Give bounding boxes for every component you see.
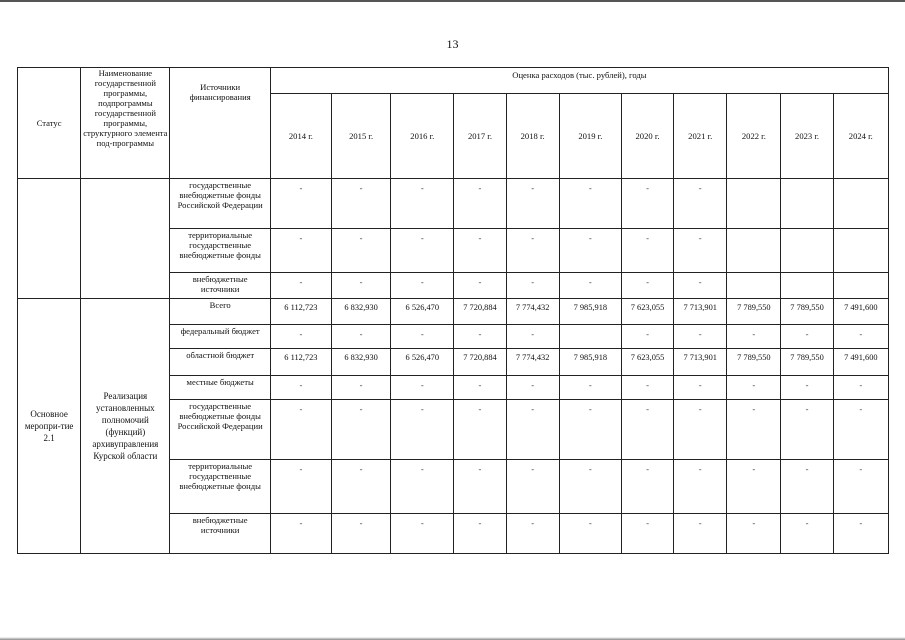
value-cell: - bbox=[270, 514, 331, 554]
value-cell: 6 832,930 bbox=[332, 299, 391, 325]
value-cell: - bbox=[391, 400, 454, 460]
header-status: Статус bbox=[18, 68, 81, 179]
value-cell bbox=[727, 179, 781, 229]
empty-name-cell bbox=[81, 179, 170, 299]
header-year: 2022 г. bbox=[727, 94, 781, 179]
value-cell: 7 491,600 bbox=[833, 349, 888, 376]
value-cell: - bbox=[781, 325, 833, 349]
value-cell bbox=[781, 179, 833, 229]
value-cell: - bbox=[621, 460, 673, 514]
header-year: 2023 г. bbox=[781, 94, 833, 179]
value-cell: - bbox=[559, 514, 621, 554]
value-cell: - bbox=[674, 460, 727, 514]
value-cell: - bbox=[391, 325, 454, 349]
value-cell: - bbox=[391, 273, 454, 299]
scan-top-edge bbox=[0, 0, 905, 2]
measure-status: Основное меропри-тие 2.1 bbox=[18, 299, 81, 554]
value-cell: - bbox=[332, 376, 391, 400]
value-cell: - bbox=[506, 179, 559, 229]
value-cell: - bbox=[559, 273, 621, 299]
value-cell: - bbox=[727, 376, 781, 400]
page-number: 13 bbox=[446, 37, 459, 51]
value-cell: - bbox=[454, 460, 506, 514]
value-cell: - bbox=[391, 514, 454, 554]
value-cell: 7 985,918 bbox=[559, 299, 621, 325]
value-cell: 7 789,550 bbox=[727, 349, 781, 376]
value-cell: - bbox=[506, 400, 559, 460]
header-year: 2019 г. bbox=[559, 94, 621, 179]
value-cell: - bbox=[559, 376, 621, 400]
value-cell: - bbox=[727, 460, 781, 514]
value-cell bbox=[781, 229, 833, 273]
value-cell: - bbox=[674, 179, 727, 229]
source-cell: внебюджетные источники bbox=[170, 514, 270, 554]
header-row bbox=[18, 68, 889, 94]
value-cell bbox=[559, 325, 621, 349]
source-cell: федеральный бюджет bbox=[170, 325, 270, 349]
value-cell: - bbox=[391, 460, 454, 514]
value-cell: - bbox=[454, 179, 506, 229]
source-cell: территориальные государственные внебюджетные фонды bbox=[170, 460, 270, 514]
value-cell: - bbox=[781, 460, 833, 514]
value-cell: - bbox=[781, 376, 833, 400]
value-cell: 6 526,470 bbox=[391, 349, 454, 376]
value-cell: - bbox=[674, 273, 727, 299]
value-cell bbox=[727, 229, 781, 273]
value-cell: 7 623,055 bbox=[621, 299, 673, 325]
source-cell: внебюджетные источники bbox=[170, 273, 270, 299]
header-year: 2021 г. bbox=[674, 94, 727, 179]
value-cell: - bbox=[454, 325, 506, 349]
value-cell: - bbox=[674, 400, 727, 460]
value-cell: - bbox=[621, 325, 673, 349]
value-cell: - bbox=[674, 325, 727, 349]
header-year: 2016 г. bbox=[391, 94, 454, 179]
header-year: 2024 г. bbox=[833, 94, 888, 179]
header-year: 2018 г. bbox=[506, 94, 559, 179]
measure-name: Реализация установленных полномочий (функций) архивуправления Курской области bbox=[81, 299, 170, 554]
value-cell: - bbox=[621, 376, 673, 400]
value-cell: - bbox=[559, 229, 621, 273]
value-cell: - bbox=[454, 514, 506, 554]
value-cell: - bbox=[506, 376, 559, 400]
value-cell: - bbox=[727, 514, 781, 554]
source-cell: областной бюджет bbox=[170, 349, 270, 376]
value-cell: 7 713,901 bbox=[674, 349, 727, 376]
header-program-name: Наименование государственной программы, подпрограммы государственной программы, структурного элемента под-программы bbox=[81, 68, 170, 179]
value-cell: - bbox=[270, 460, 331, 514]
header-sources: Источники финансирования bbox=[170, 68, 270, 179]
value-cell: - bbox=[332, 400, 391, 460]
value-cell: - bbox=[391, 179, 454, 229]
value-cell: - bbox=[454, 229, 506, 273]
value-cell: 7 774,432 bbox=[506, 349, 559, 376]
value-cell: - bbox=[833, 325, 888, 349]
value-cell: 6 832,930 bbox=[332, 349, 391, 376]
table-row bbox=[18, 299, 889, 325]
value-cell: 7 720,884 bbox=[454, 299, 506, 325]
value-cell: - bbox=[621, 229, 673, 273]
value-cell: - bbox=[332, 514, 391, 554]
value-cell: - bbox=[332, 229, 391, 273]
value-cell: - bbox=[391, 376, 454, 400]
value-cell: - bbox=[621, 514, 673, 554]
value-cell: - bbox=[270, 179, 331, 229]
table-row bbox=[18, 179, 889, 229]
value-cell: 7 774,432 bbox=[506, 299, 559, 325]
value-cell: - bbox=[621, 273, 673, 299]
value-cell: 7 623,055 bbox=[621, 349, 673, 376]
value-cell bbox=[727, 273, 781, 299]
header-estimate: Оценка расходов (тыс. рублей), годы bbox=[270, 68, 888, 94]
header-year: 2020 г. bbox=[621, 94, 673, 179]
value-cell: - bbox=[270, 376, 331, 400]
value-cell bbox=[833, 229, 888, 273]
value-cell: - bbox=[506, 229, 559, 273]
value-cell: - bbox=[621, 400, 673, 460]
value-cell: - bbox=[674, 376, 727, 400]
value-cell: - bbox=[559, 460, 621, 514]
value-cell: - bbox=[506, 514, 559, 554]
value-cell: 7 789,550 bbox=[727, 299, 781, 325]
value-cell bbox=[781, 273, 833, 299]
value-cell: - bbox=[833, 376, 888, 400]
value-cell: - bbox=[781, 400, 833, 460]
value-cell: 6 112,723 bbox=[270, 349, 331, 376]
value-cell: - bbox=[270, 400, 331, 460]
source-cell: Всего bbox=[170, 299, 270, 325]
header-year: 2015 г. bbox=[332, 94, 391, 179]
value-cell: - bbox=[674, 229, 727, 273]
value-cell: - bbox=[559, 179, 621, 229]
value-cell: - bbox=[332, 325, 391, 349]
budget-table bbox=[17, 67, 889, 554]
value-cell: 7 713,901 bbox=[674, 299, 727, 325]
value-cell: - bbox=[391, 229, 454, 273]
value-cell: - bbox=[833, 460, 888, 514]
value-cell: - bbox=[506, 460, 559, 514]
value-cell: - bbox=[621, 179, 673, 229]
value-cell: 6 112,723 bbox=[270, 299, 331, 325]
value-cell: - bbox=[332, 273, 391, 299]
value-cell: - bbox=[674, 514, 727, 554]
value-cell: - bbox=[454, 400, 506, 460]
value-cell: - bbox=[332, 179, 391, 229]
value-cell: - bbox=[559, 400, 621, 460]
value-cell: 7 789,550 bbox=[781, 299, 833, 325]
value-cell: 7 491,600 bbox=[833, 299, 888, 325]
header-year: 2014 г. bbox=[270, 94, 331, 179]
value-cell: 6 526,470 bbox=[391, 299, 454, 325]
source-cell: государственные внебюджетные фонды Российской Федерации bbox=[170, 179, 270, 229]
header-year: 2017 г. bbox=[454, 94, 506, 179]
value-cell: - bbox=[270, 229, 331, 273]
value-cell: 7 720,884 bbox=[454, 349, 506, 376]
value-cell bbox=[833, 179, 888, 229]
value-cell: - bbox=[506, 273, 559, 299]
value-cell: - bbox=[781, 514, 833, 554]
value-cell: - bbox=[833, 400, 888, 460]
source-cell: местные бюджеты bbox=[170, 376, 270, 400]
value-cell: - bbox=[833, 514, 888, 554]
value-cell: - bbox=[454, 273, 506, 299]
value-cell: - bbox=[727, 400, 781, 460]
value-cell: - bbox=[270, 325, 331, 349]
value-cell: - bbox=[332, 460, 391, 514]
value-cell bbox=[833, 273, 888, 299]
value-cell: 7 985,918 bbox=[559, 349, 621, 376]
value-cell: 7 789,550 bbox=[781, 349, 833, 376]
value-cell: - bbox=[454, 376, 506, 400]
source-cell: государственные внебюджетные фонды Российской Федерации bbox=[170, 400, 270, 460]
value-cell: - bbox=[727, 325, 781, 349]
value-cell: - bbox=[270, 273, 331, 299]
value-cell: - bbox=[506, 325, 559, 349]
empty-status-cell bbox=[18, 179, 81, 299]
source-cell: территориальные государственные внебюджетные фонды bbox=[170, 229, 270, 273]
